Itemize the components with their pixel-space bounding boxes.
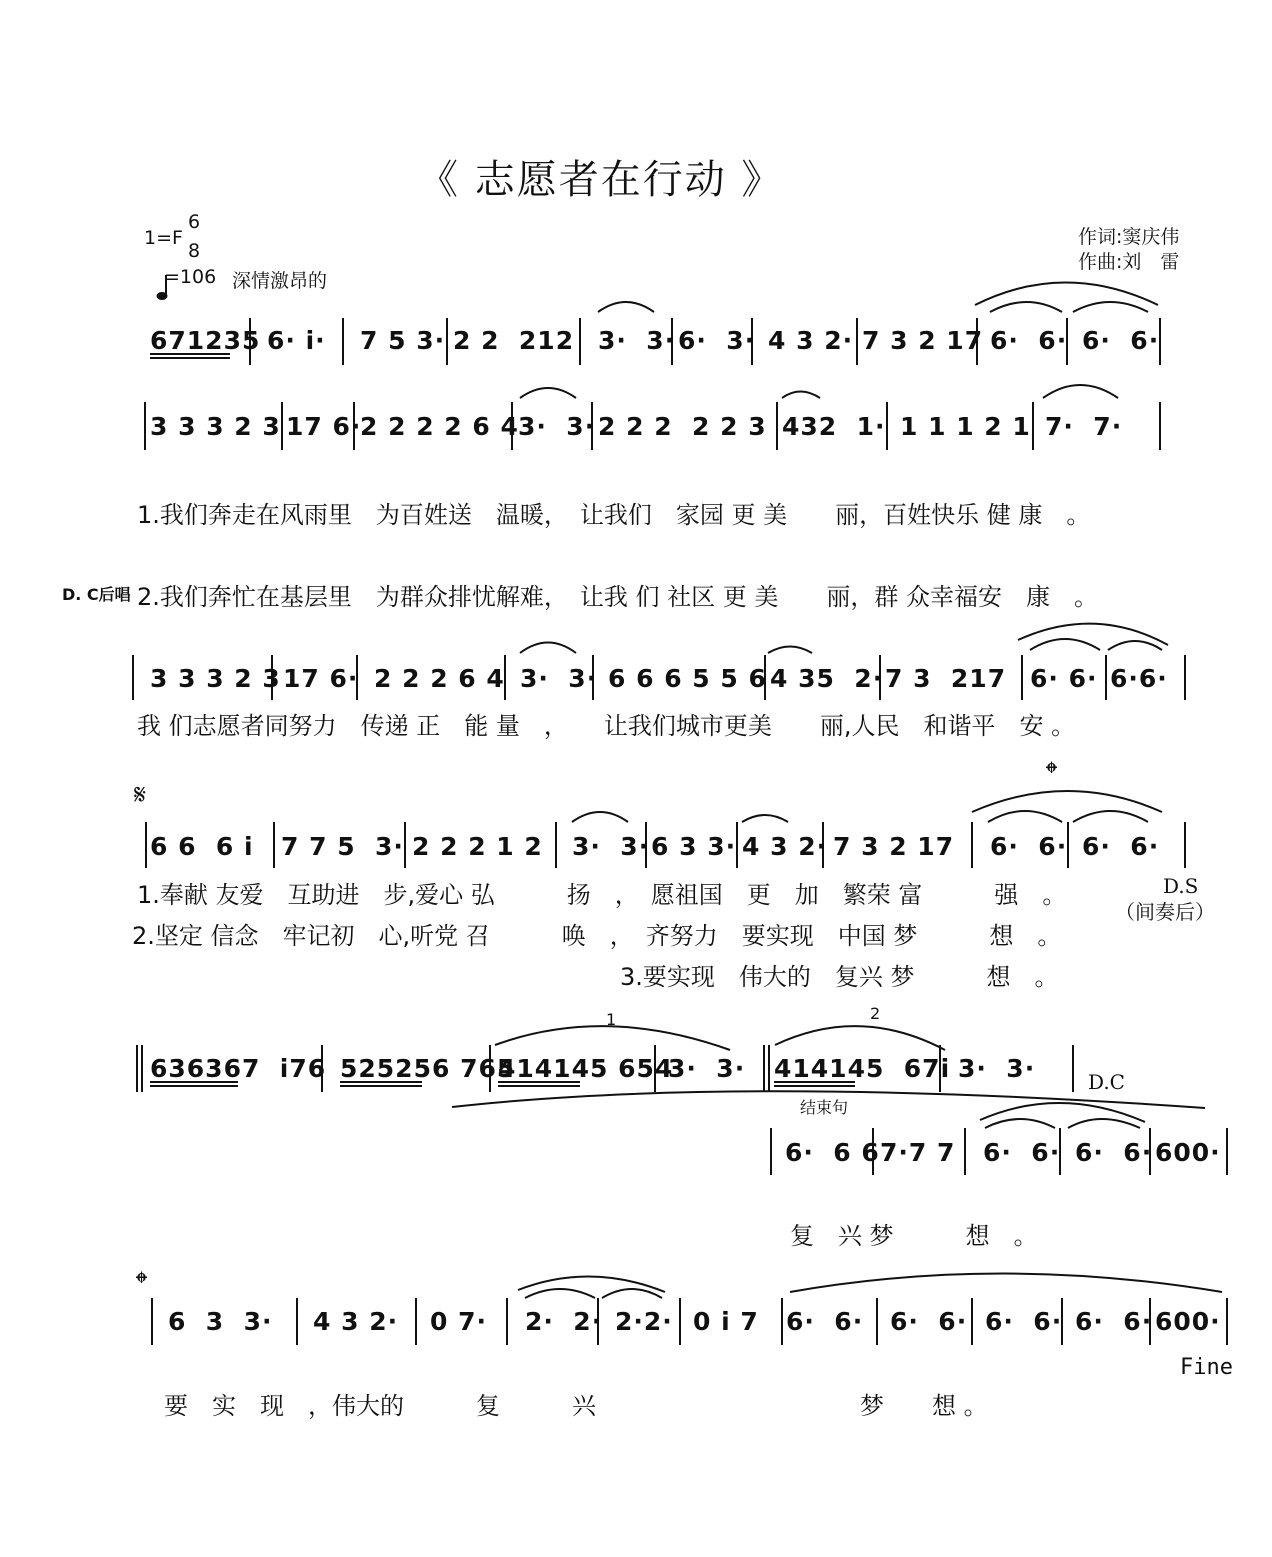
refrain-3: 3.要实现 伟大的 复兴 梦 想 。 [620,963,1059,991]
coda-icon: 𝄌 [1046,754,1058,792]
tempo-value: =106 [164,266,217,288]
refrain-1: 1.奉献 友爱 互助进 步,爱心 弘 扬 ， 愿祖国 更 加 繁荣 富 强 。 [137,881,1067,909]
s4-m5: 6 3 3· [651,832,737,861]
lyricist: 作词:窦庆伟 [1078,226,1180,248]
s2-m7: 1 1 1 2 1 [900,412,1031,441]
s3-m9: 6·6· [1110,664,1168,693]
volta-2: 2 [870,1004,881,1023]
s7-m5: 2·2· [615,1307,673,1336]
volta-1: 1 [606,1010,617,1029]
s7-m4: 2· 2· [525,1307,603,1336]
s5-m5: 414145 67i [774,1054,951,1083]
time-numerator: 6 [188,211,201,233]
composer: 作曲:刘 雷 [1078,251,1180,273]
verse-1: 1.我们奔走在风雨里 为百姓送 温暖， 让我们 家园 更 美 丽，百姓快乐 健 康 。 [137,501,1091,529]
s1-m8: 7 3 2 17 [862,326,984,355]
s3-m5: 6 6 6 5 5 6 [608,664,767,693]
s1-m1: 671235 [150,326,261,355]
s7-m1: 6 3 3· [168,1307,273,1336]
s7-m10: 6· 6· [1075,1307,1153,1336]
s5-m2: 525256 765 [340,1054,516,1083]
dc-label: D. C后唱 [62,585,131,604]
s1-m9: 6· 6· [990,326,1068,355]
s7-m9: 6· 6· [985,1307,1063,1336]
s7-m11: 600· [1155,1307,1221,1336]
s4-m1: 6 6 6 i [150,832,254,861]
s6-m1: 6· 6 6 [785,1138,880,1167]
s6-m4: 6· 6· [1075,1138,1153,1167]
s3-m4: 3· 3· [520,664,598,693]
verse-2: 2.我们奔忙在基层里 为群众排忧解难， 让我 们 社区 更 美 丽，群 众幸福安 康 。 [137,583,1099,611]
s4-m3: 2 2 2 1 2 [412,832,543,861]
tempo-expression: 深情激昂的 [232,270,328,292]
s7-m7: 6· 6· [786,1307,864,1336]
ending-1-lyric: 复 兴 梦 想 。 [790,1222,1038,1250]
s4-m9: 6· 6· [1082,832,1160,861]
s3-m1: 3 3 3 2 3 [150,664,281,693]
dc-mark: D.C [1088,1070,1125,1094]
s2-m6: 432 1· [782,412,886,441]
ending-label: 结束句 [800,1098,849,1117]
song-title: 《 志愿者在行动 》 [418,157,784,203]
ds-note: （间奏后） [1115,900,1215,924]
segno-icon: 𝄋 [134,778,147,811]
s1-m2: 6· i· [267,326,326,355]
s6-m2: 7·7 7 [880,1138,956,1167]
key-prefix: 1=F [144,227,183,249]
s3-m7: 7 3 217 [885,664,1007,693]
s7-m2: 4 3 2· [313,1307,399,1336]
s2-m3: 2 2 2 2 6 4 [360,412,519,441]
s4-m2: 7 7 5 3· [281,832,404,861]
s7-m8: 6· 6· [890,1307,968,1336]
chorus-lyric: 我 们志愿者同努力 传递 正 能 量 ， 让我们城市更美 丽,人民 和谐平 安 。 [137,712,1076,740]
s5-m3: 414145 654 [498,1054,674,1083]
s1-m6: 6· 3· [678,326,756,355]
s7-m3: 0 7· [430,1307,487,1336]
s1-m5: 3· 3· [598,326,676,355]
s4-m4: 3· 3· [572,832,650,861]
coda-lyric: 要 实 现 ，伟大的 复 兴 梦 想 。 [164,1392,988,1420]
s4-m8: 6· 6· [990,832,1068,861]
s6-m5: 600· [1155,1138,1221,1167]
s3-m8: 6· 6· [1030,664,1098,693]
s2-m1: 3 3 3 2 3 [150,412,281,441]
s2-m8: 7· 7· [1045,412,1123,441]
s4-m7: 7 3 2 17 [833,832,955,861]
s5-m6: 3· 3· [958,1054,1036,1083]
s7-m6: 0 i 7 [693,1307,759,1336]
s5-m1: 636367 i76 [150,1054,327,1083]
s1-m4: 2 2 212 [453,326,575,355]
coda-icon-2: 𝄌 [136,1264,148,1302]
ds-mark: D.S [1163,874,1199,898]
s4-m6: 4 3 2· [742,832,828,861]
s1-m3: 7 5 3· [360,326,446,355]
fine-mark: Fine [1180,1355,1233,1380]
s2-m2: 17 6· [286,412,362,441]
s3-m3: 2 2 2 6 4 [374,664,505,693]
s3-m2: 17 6· [283,664,359,693]
s2-m4: 3· 3· [518,412,596,441]
s3-m6: 4 35 2· [770,664,884,693]
s5-m4: 3· 3· [668,1054,746,1083]
s2-m5: 2 2 2 2 2 3 [598,412,767,441]
refrain-2: 2.坚定 信念 牢记初 心,听党 召 唤 ， 齐努力 要实现 中国 梦 想 。 [132,922,1062,950]
s1-m7: 4 3 2· [768,326,854,355]
s6-m3: 6· 6· [983,1138,1061,1167]
s1-m10: 6· 6· [1082,326,1160,355]
time-denominator: 8 [188,240,201,262]
